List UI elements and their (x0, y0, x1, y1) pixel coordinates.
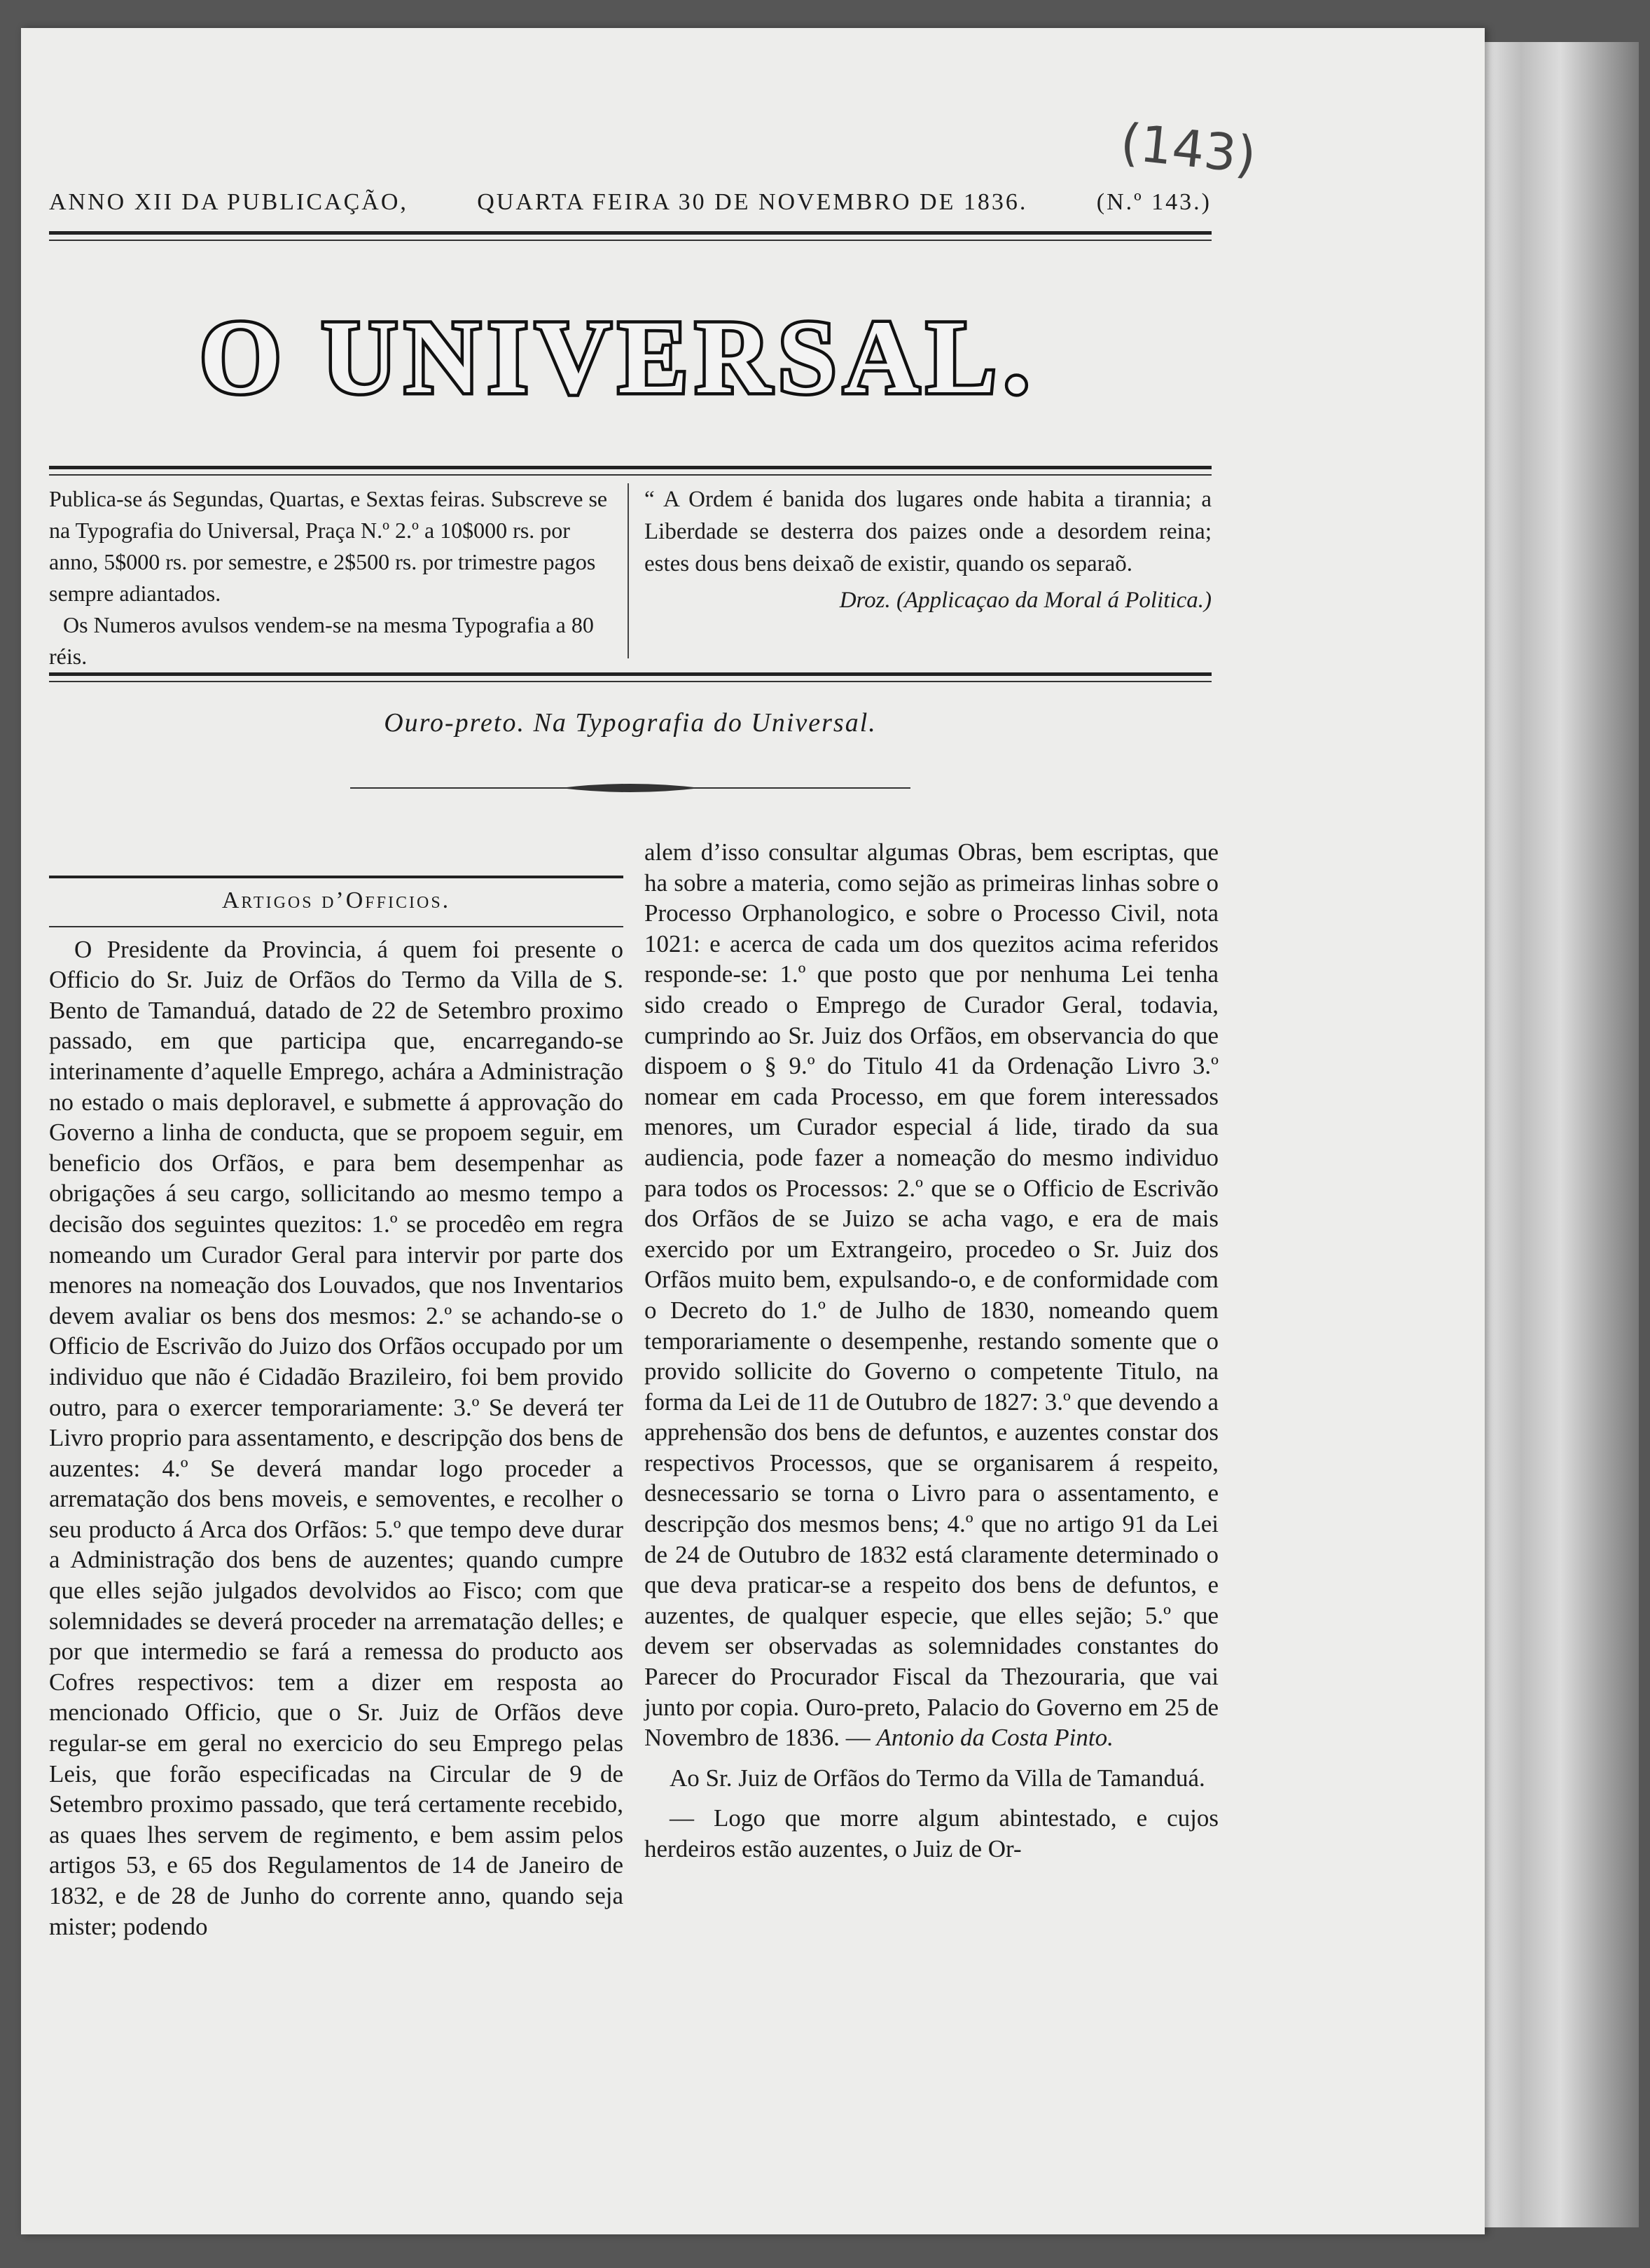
article-right-column (644, 837, 1219, 1865)
issue-number: (N.º 143.) (1096, 189, 1212, 215)
section-rule (49, 926, 623, 927)
article-left-column (49, 876, 623, 1942)
issue-date: QUARTA FEIRA 30 DE NOVEMBRO DE 1836. (477, 189, 1028, 215)
header-rule-bottom-thin (49, 681, 1212, 682)
ornamental-divider (350, 781, 910, 795)
handwritten-page-number: (143) (1118, 112, 1259, 185)
epigraph-quote: “ A Ordem é banida dos lugares onde habita a tirannia; a Liberdade se desterra dos paizes onde a desordem reina; estes dous bens deixaõ de existir, quando os separaõ. (644, 487, 1212, 576)
title-text: O UNIVERSAL. (200, 301, 1037, 415)
masthead-rule-top (49, 231, 1212, 235)
newspaper-title (49, 301, 1212, 420)
masthead-info-line (49, 189, 1212, 216)
title-rule (49, 466, 1212, 469)
next-article-start: — Logo que morre algum abintestado, e cujos herdeiros estão auzentes, o Juiz de Or- (644, 1804, 1219, 1862)
imprint-line: Ouro-preto. Na Typografia do Universal. (384, 708, 877, 738)
epigraph (644, 483, 1212, 616)
section-title: Artigos d’Officios. (221, 887, 451, 913)
article-body-right-text: alem d’isso consultar algumas Obras, bem escriptas, que ha sobre a materia, como sejão as primeiras linhas sobre o Processo Orphanologico, e sobre o Processo Civil, nota 1021: e acerca de cada um dos quezitos acima referidos responde-se: 1.º que posto que por nenhuma Lei tenha sido creado o Emprego de Curador Geral, todavia, cumprindo ao Sr. Juiz dos Orfãos, em observancia do que dispoem o § 9.º do Titulo 41 da Ordenação Livro 3.º nomear em cada Processo, em que forem interessados menores, um Curador especial á lide, tirado da sua audiencia, pode fazer a nomeação do mesmo individuo para todos os Processos: 2.º que se o Officio de Escrivão dos Orfãos de se Juizo se acha vago, e era de mais exercido por um Extrangeiro, procedeo o Sr. Juiz dos Orfãos muito bem, expulsando-o, e de conformidade com o Decreto do 1.º de Julho de 1830, nomeando quem temporariamente o desempenhe, restando somente que o provido sollicite do Governo o competente Titulo, na forma da Lei de 11 de Outubro de 1827: 3.º que devendo a apprehensão dos bens de defuntos, e auzentes constar dos respectivos Processos, que se organisarem á respeito, desnecessario se torna o Livro para o assentamento, e descripção dos mesmos bens; 4.º que no artigo 91 da Lei de 24 de Outubro de 1832 está claramente determinado o que deva praticar-se a respeito dos bens de defuntos, e auzentes, de qualquer especie, que elles sejão; 5.º que devem ser observadas as solemnidades constantes do Parecer do Procurador Fiscal da Thezouraria, que vai junto por copia. Ouro-preto, Palacio do Governo em 25 de Novembro de 1836. — (644, 838, 1219, 1752)
subscription-paragraph: Publica-se ás Segundas, Quartas, e Sextas feiras. Subscreve se na Typografia do Universal, Praça N.º 2.º a 10$000 rs. por anno, 5$000 rs. por semestre, e 2$500 rs. por trimestre pagos sempre adiantados. (49, 486, 608, 606)
single-copy-price: Os Numeros avulsos vendem-se na mesma Typografia a 80 réis. (49, 612, 594, 669)
header-divider (628, 483, 629, 658)
article-body-left: O Presidente da Provincia, á quem foi presente o Officio do Sr. Juiz de Orfãos do Termo da Villa de S. Bento de Tamanduá, datado de 22 de Setembro proximo passado, em que participa que, encarregando-se interinamente d’aquelle Emprego, achára a Administração no estado o mais deploravel, e submette á approvação do Governo a linha de conducta, que se propoem seguir, em beneficio dos Orfãos, e para bem desempenhar as obrigações á seu cargo, sollicitando ao mesmo tempo a decisão dos seguintes quezitos: 1.º se procedêo em regra nomeando um Curador Geral para intervir por parte dos menores na nomeação dos Louvados, que nos Inventarios devem avaliar os bens dos mesmos: 2.º se achando-se o Officio de Escrivão do Juizo dos Orfãos occupado por um individuo que não é Cidadão Brazileiro, foi bem provido outro, para o exercer temporariamente: 3.º Se deverá ter Livro proprio para assentamento, e descripção dos bens de auzentes: 4.º Se deverá mandar logo proceder a arrematação dos bens moveis, e semoventes, e recolher o seu producto á Arca dos Orfãos: 5.º que tempo deve durar a Administração dos bens de auzentes; quando cumpre que elles sejão julgados devolvidos ao Fisco; com que solemnidades se deverá proceder na arrematação delles; e por que intermedio se fará a remessa do producto aos Cofres respectivos: tem a dizer em resposta ao mencionado Officio, que o Sr. Juiz de Orfãos deve regular-se em geral no exercicio do seu Emprego pelas Leis, que forão especificadas na Circular de 9 de Setembro proximo passado, que terá certamente recebido, as quaes lhes servem de regimento, e bem assim pelos artigos 53, e 65 dos Regulamentos de 14 de Janeiro de 1832, e de 28 de Junho do corrente anno, quando seja mister; podendo (49, 935, 623, 1940)
masthead-rule-top-thin (49, 240, 1212, 241)
title-rule-thin (49, 474, 1212, 476)
header-rule-bottom (49, 672, 1212, 676)
column-rule (49, 876, 623, 878)
addressee: Ao Sr. Juiz de Orfãos do Termo da Villa de Tamanduá. (670, 1764, 1205, 1792)
subscription-info (49, 483, 623, 672)
epigraph-attribution: Droz. (Applicaçao da Moral á Politica.) (839, 588, 1212, 613)
article-body-right (644, 837, 1219, 1753)
signature: Antonio da Costa Pinto. (876, 1724, 1114, 1752)
publication-year: ANNO XII DA PUBLICAÇÃO, (49, 189, 408, 215)
